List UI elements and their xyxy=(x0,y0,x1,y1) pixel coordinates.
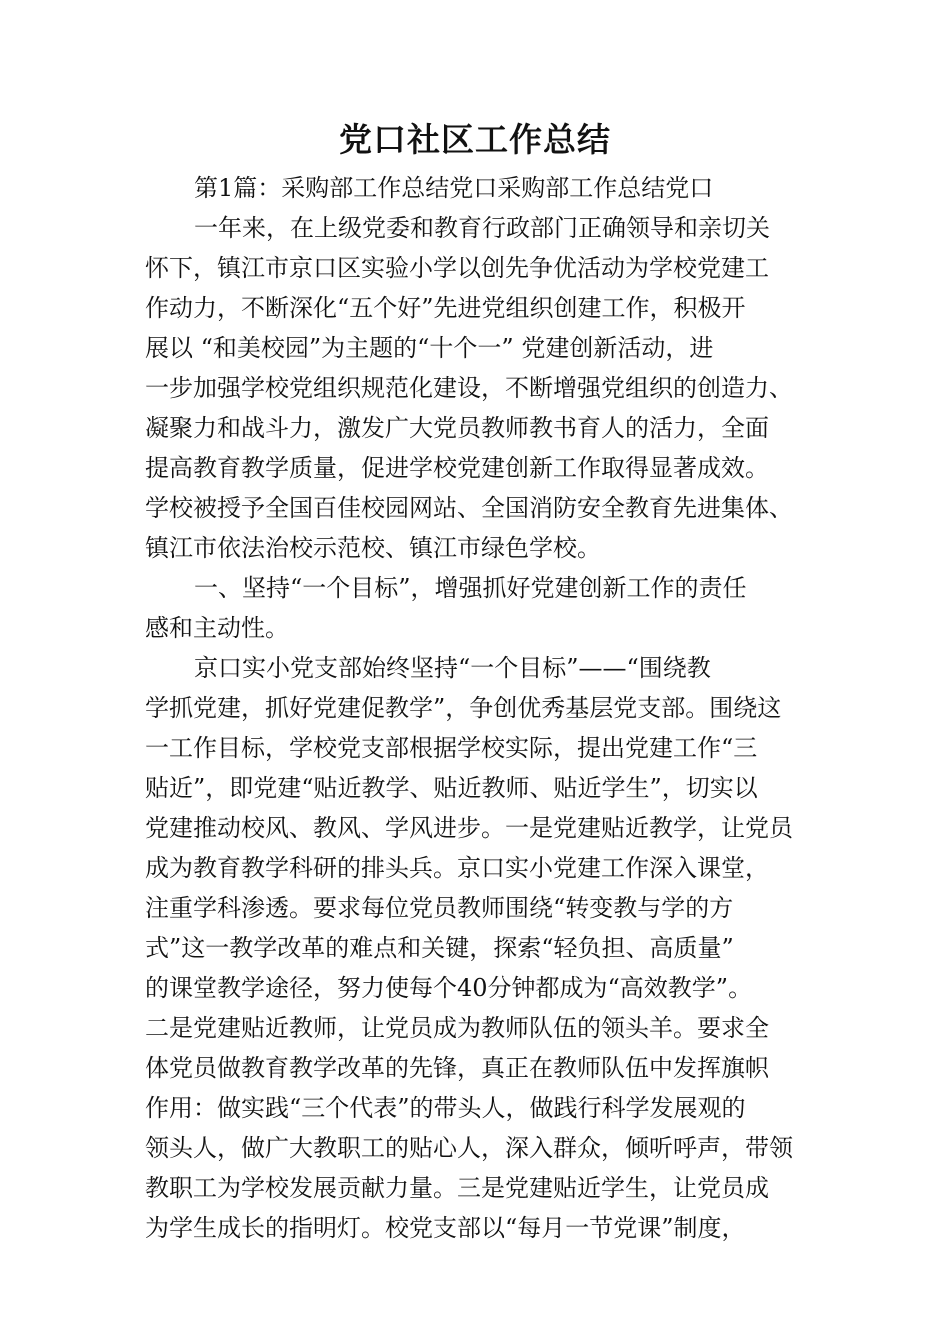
text-line: 镇江市依法治校示范校、镇江市绿色学校。 xyxy=(145,534,601,562)
text-line: 为学生成长的指明灯。校党支部以“每月一节党课”制度， xyxy=(145,1214,746,1242)
document-title: 党口社区工作总结 xyxy=(339,120,611,159)
text-line: 学校被授予全国百佳校园网站、全国消防安全教育先进集体、 xyxy=(145,494,793,522)
text-line: 感和主动性。 xyxy=(145,614,289,642)
text-line: 展以 “和美校园”为主题的“十个一” 党建创新活动，进 xyxy=(145,334,714,362)
text-line: 体党员做教育教学改革的先锋，真正在教师队伍中发挥旗帜 xyxy=(145,1054,769,1082)
text-line: 党建推动校风、教风、学风进步。一是党建贴近教学，让党员 xyxy=(145,814,793,842)
text-line: 教职工为学校发展贡献力量。三是党建贴近学生，让党员成 xyxy=(145,1174,769,1202)
text-line: 怀下，镇江市京口区实验小学以创先争优活动为学校党建工 xyxy=(145,254,769,282)
text-line: 凝聚力和战斗力，激发广大党员教师教书育人的活力，全面 xyxy=(145,414,769,442)
text-line: 一年来，在上级党委和教育行政部门正确领导和亲切关 xyxy=(194,214,770,242)
text-line: 学抓党建，抓好党建促教学”，争创优秀基层党支部。围绕这 xyxy=(145,694,782,722)
text-line: 一工作目标，学校党支部根据学校实际，提出党建工作“三 xyxy=(145,734,758,762)
text-line: 式”这一教学改革的难点和关键，探索“轻负担、高质量” xyxy=(145,934,734,962)
text-line: 第1篇：采购部工作总结党口采购部工作总结党口 xyxy=(194,174,714,202)
text-line: 提高教育教学质量，促进学校党建创新工作取得显著成效。 xyxy=(145,454,769,482)
text-line: 注重学科渗透。要求每位党员教师围绕“转变教与学的方 xyxy=(145,894,734,922)
text-line: 二是党建贴近教师，让党员成为教师队伍的领头羊。要求全 xyxy=(145,1014,769,1042)
text-line: 一步加强学校党组织规范化建设，不断增强党组织的创造力、 xyxy=(145,374,793,402)
text-line: 作动力，不断深化“五个好”先进党组织创建工作，积极开 xyxy=(145,294,746,322)
text-line: 成为教育教学科研的排头兵。京口实小党建工作深入课堂， xyxy=(145,854,769,882)
text-line: 领头人，做广大教职工的贴心人，深入群众，倾听呼声，带领 xyxy=(145,1134,793,1162)
text-line: 的课堂教学途径，努力使每个40分钟都成为“高效教学”。 xyxy=(145,974,753,1002)
text-line: 京口实小党支部始终坚持“一个目标”——“围绕教 xyxy=(194,654,711,682)
text-line: 一、坚持“一个目标”，增强抓好党建创新工作的责任 xyxy=(194,574,747,602)
text-line: 作用：做实践“三个代表”的带头人，做践行科学发展观的 xyxy=(145,1094,746,1122)
text-line: 贴近”，即党建“贴近教学、贴近教师、贴近学生”，切实以 xyxy=(145,774,758,802)
